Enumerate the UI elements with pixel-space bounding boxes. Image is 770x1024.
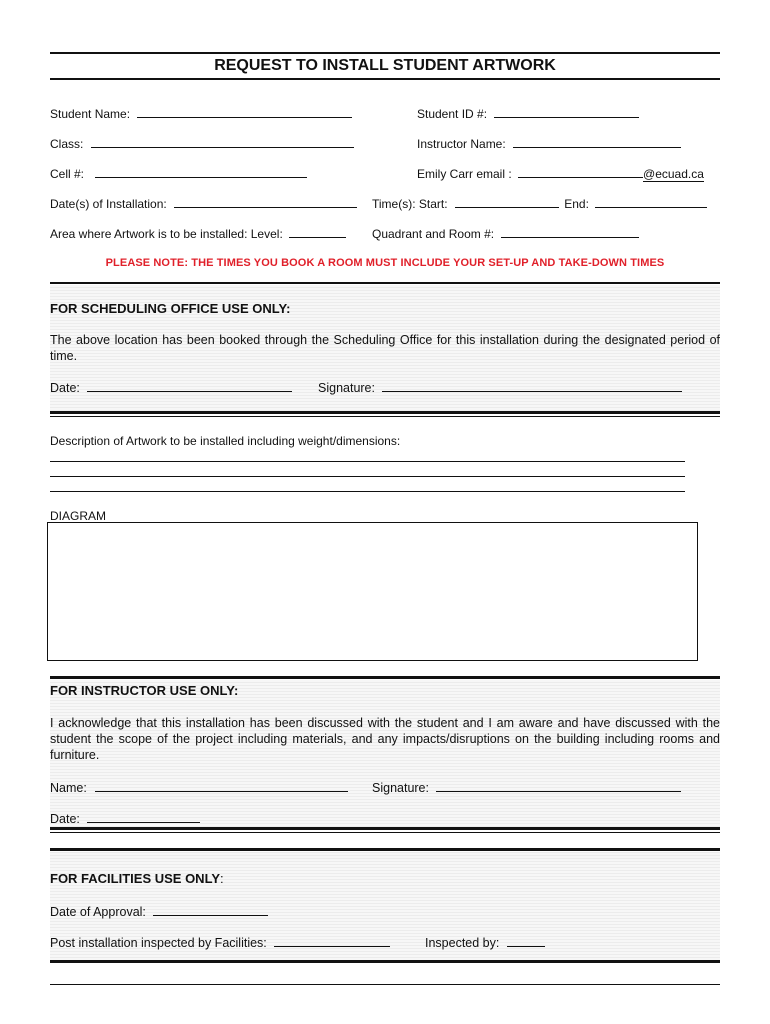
instructor-heading: FOR INSTRUCTOR USE ONLY: (50, 683, 239, 698)
instructor-name-line[interactable] (513, 136, 681, 148)
page-bottom-rule (50, 984, 720, 985)
scheduling-date-label: Date: (50, 381, 80, 395)
scheduling-top-rule (50, 282, 720, 284)
approval-date-label: Date of Approval: (50, 905, 146, 919)
level-line[interactable] (289, 226, 346, 238)
instructor-top-rule (50, 676, 720, 679)
area-label: Area where Artwork is to be installed: Level: (50, 227, 283, 241)
description-label: Description of Artwork to be installed including weight/dimensions: (50, 434, 401, 448)
diagram-label: DIAGRAM (50, 509, 107, 523)
approval-date-line[interactable] (153, 904, 268, 916)
facilities-heading-text: FOR FACILITIES USE ONLY (50, 871, 220, 886)
title-top-rule (50, 52, 720, 54)
email-label: Emily Carr email : (417, 167, 512, 181)
scheduling-date-line[interactable] (87, 380, 292, 392)
instructor-bottom-rule-2 (50, 832, 720, 833)
dates-field[interactable] (50, 196, 357, 211)
scheduling-signature-field[interactable] (318, 380, 682, 395)
scheduling-date-field[interactable] (50, 380, 292, 395)
email-suffix: @ecuad.ca (643, 167, 704, 181)
instructor-text: I acknowledge that this installation has been discussed with the student and I am aware and have discussed with the student the scope of the project including materials, and any impacts/disruptions on the building including rooms and furniture. (50, 716, 720, 762)
instructor-date-field[interactable] (50, 811, 200, 826)
inspected-by-field[interactable] (425, 935, 545, 950)
student-id-label: Student ID #: (417, 107, 488, 121)
diagram-box[interactable] (47, 522, 698, 661)
instructor-name-field[interactable] (417, 136, 681, 151)
student-id-field[interactable] (417, 106, 639, 121)
inspected-by-label: Inspected by: (425, 936, 500, 950)
instructor-name-sign-label: Name: (50, 781, 87, 795)
scheduling-signature-line[interactable] (382, 380, 682, 392)
class-line[interactable] (91, 136, 354, 148)
times-end-label: End: (564, 197, 589, 211)
post-inspection-field[interactable] (50, 935, 390, 950)
cell-field[interactable] (50, 166, 307, 181)
cell-label: Cell #: (50, 167, 85, 181)
booking-note: PLEASE NOTE: THE TIMES YOU BOOK A ROOM MUST INCLUDE YOUR SET-UP AND TAKE-DOWN TIMES (105, 257, 665, 269)
scheduling-bottom-rule-2 (50, 416, 720, 417)
post-inspection-line[interactable] (274, 935, 390, 947)
scheduling-heading: FOR SCHEDULING OFFICE USE ONLY: (50, 301, 291, 316)
scheduling-signature-label: Signature: (318, 381, 375, 395)
quadrant-field[interactable] (372, 226, 639, 241)
class-label: Class: (50, 137, 84, 151)
instructor-signature-field[interactable] (372, 780, 681, 795)
instructor-date-line[interactable] (87, 811, 200, 823)
scheduling-bottom-rule (50, 411, 720, 414)
area-field[interactable] (50, 226, 346, 241)
dates-line[interactable] (174, 196, 357, 208)
description-line-1[interactable] (50, 461, 685, 462)
times-field[interactable] (372, 196, 707, 211)
email-field[interactable] (417, 166, 704, 181)
facilities-heading (50, 871, 224, 886)
title-bottom-rule (50, 78, 720, 80)
description-line-3[interactable] (50, 491, 685, 492)
student-id-line[interactable] (494, 106, 639, 118)
instructor-name-sign-line[interactable] (95, 780, 348, 792)
description-line-2[interactable] (50, 476, 685, 477)
scheduling-text: The above location has been booked through the Scheduling Office for this installation during the designated period of time. (50, 333, 720, 363)
instructor-signature-line[interactable] (436, 780, 681, 792)
facilities-bottom-rule (50, 960, 720, 963)
cell-line[interactable] (95, 166, 307, 178)
quadrant-line[interactable] (501, 226, 639, 238)
quadrant-label: Quadrant and Room #: (372, 227, 495, 241)
student-name-field[interactable] (50, 106, 352, 121)
dates-label: Date(s) of Installation: (50, 197, 167, 211)
approval-date-field[interactable] (50, 904, 268, 919)
facilities-heading-colon: : (219, 871, 224, 886)
email-line[interactable] (518, 166, 643, 178)
instructor-date-label: Date: (50, 812, 80, 826)
student-name-line[interactable] (137, 106, 352, 118)
student-name-label: Student Name: (50, 107, 131, 121)
times-start-line[interactable] (455, 196, 559, 208)
instructor-bottom-rule (50, 827, 720, 830)
facilities-top-rule (50, 848, 720, 851)
post-inspection-label: Post installation inspected by Facilities: (50, 936, 267, 950)
instructor-signature-label: Signature: (372, 781, 429, 795)
instructor-name-sign-field[interactable] (50, 780, 348, 795)
instructor-name-label: Instructor Name: (417, 137, 506, 151)
inspected-by-line[interactable] (507, 935, 545, 947)
class-field[interactable] (50, 136, 354, 151)
times-start-label: Time(s): Start: (372, 197, 448, 211)
page-title: REQUEST TO INSTALL STUDENT ARTWORK (214, 57, 556, 74)
times-end-line[interactable] (595, 196, 707, 208)
